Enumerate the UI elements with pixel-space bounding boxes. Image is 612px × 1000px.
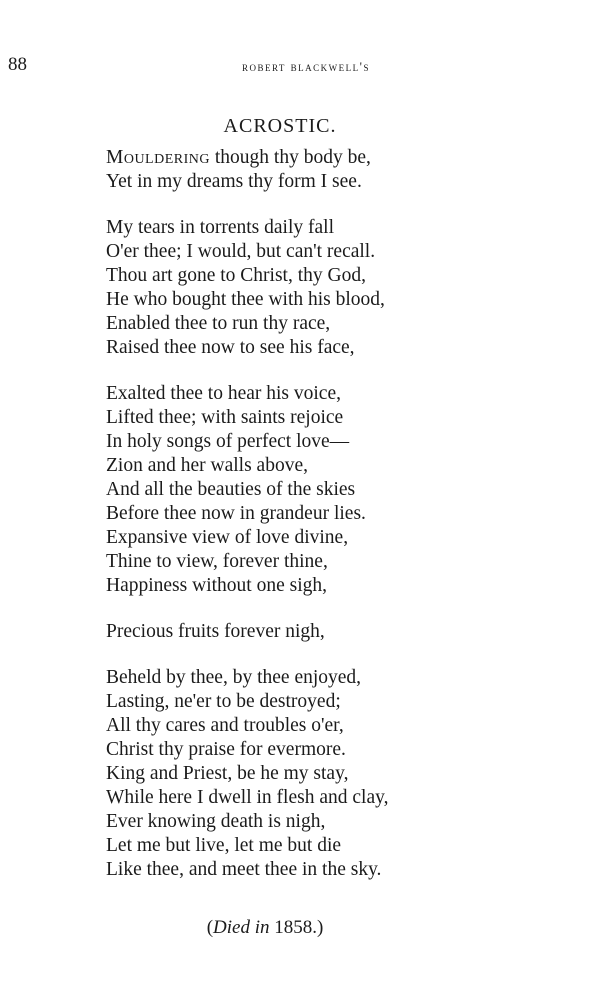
death-note: [0, 916, 530, 940]
poem-line: [106, 834, 586, 858]
line-text: O'er thee; I would, but can't recall.: [106, 241, 376, 262]
line-text: Thine to view, forever thine,: [106, 551, 328, 572]
initial-word: Mouldering: [106, 147, 210, 168]
poem-line: [106, 574, 586, 598]
line-text: Enabled thee to run thy race,: [106, 313, 331, 334]
poem-line: [106, 690, 586, 714]
line-text: In holy songs of perfect love—: [106, 431, 350, 452]
line-text: Zion and her walls above,: [106, 455, 308, 476]
poem-line: [106, 430, 586, 454]
line-text: Raised thee now to see his face,: [106, 337, 355, 358]
line-text: Thou art gone to Christ, thy God,: [106, 265, 366, 286]
poem-line: [106, 762, 586, 786]
poem-line: [106, 738, 586, 762]
line-text: Lifted thee; with saints rejoice: [106, 407, 344, 428]
death-note-italic: Died in: [213, 917, 270, 938]
line-text: All thy cares and troubles o'er,: [106, 715, 344, 736]
poem-line: [106, 666, 586, 690]
page-number: 88: [8, 54, 27, 75]
line-text: Beheld by thee, by thee enjoyed,: [106, 667, 362, 688]
poem-line: [106, 146, 586, 170]
stanza-gap: [106, 360, 586, 382]
poem-line: [106, 240, 586, 264]
line-text: My tears in torrents daily fall: [106, 217, 334, 238]
death-note-close: ): [316, 917, 324, 938]
line-text: Happiness without one sigh,: [106, 575, 327, 596]
line-text: And all the beauties of the skies: [106, 479, 356, 500]
poem-line: [106, 714, 586, 738]
line-text: Precious fruits forever nigh,: [106, 621, 325, 642]
poem-line: [106, 454, 586, 478]
line-text: While here I dwell in flesh and clay,: [106, 787, 389, 808]
poem-line: [106, 170, 586, 194]
poem-line: [106, 264, 586, 288]
poem-line: [106, 620, 586, 644]
line-text: Let me but live, let me but die: [106, 835, 342, 856]
poem-body: [106, 146, 586, 882]
line-text: He who bought thee with his blood,: [106, 289, 385, 310]
poem-line: [106, 478, 586, 502]
stanza-gap: [106, 598, 586, 620]
line-text: King and Priest, be he my stay,: [106, 763, 349, 784]
line-text: Expansive view of love divine,: [106, 527, 349, 548]
line-text: Lasting, ne'er to be destroyed;: [106, 691, 341, 712]
poem-line: [106, 336, 586, 360]
poem-line: [106, 858, 586, 882]
line-text: Exalted thee to hear his voice,: [106, 383, 341, 404]
running-head: robert blackwell's: [241, 59, 371, 74]
line-text: Like thee, and meet thee in the sky.: [106, 859, 382, 880]
poem-line: [106, 786, 586, 810]
line-text: Before thee now in grandeur lies.: [106, 503, 366, 524]
poem-line: [106, 216, 586, 240]
poem-line: [106, 810, 586, 834]
poem-line: [106, 550, 586, 574]
poem-line: [106, 502, 586, 526]
line-text: Yet in my dreams thy form I see.: [106, 171, 362, 192]
death-note-year: 1858.: [269, 917, 317, 938]
poem-line: [106, 382, 586, 406]
poem-line: [106, 288, 586, 312]
death-note-open: (: [206, 917, 214, 938]
line-text: Christ thy praise for evermore.: [106, 739, 346, 760]
stanza-gap: [106, 194, 586, 216]
poem-title: ACROSTIC.: [223, 115, 337, 137]
poem-line: [106, 526, 586, 550]
line-text: Ever knowing death is nigh,: [106, 811, 326, 832]
poem-line: [106, 406, 586, 430]
stanza-gap: [106, 644, 586, 666]
poem-line: [106, 312, 586, 336]
line-text: though thy body be,: [210, 147, 371, 168]
